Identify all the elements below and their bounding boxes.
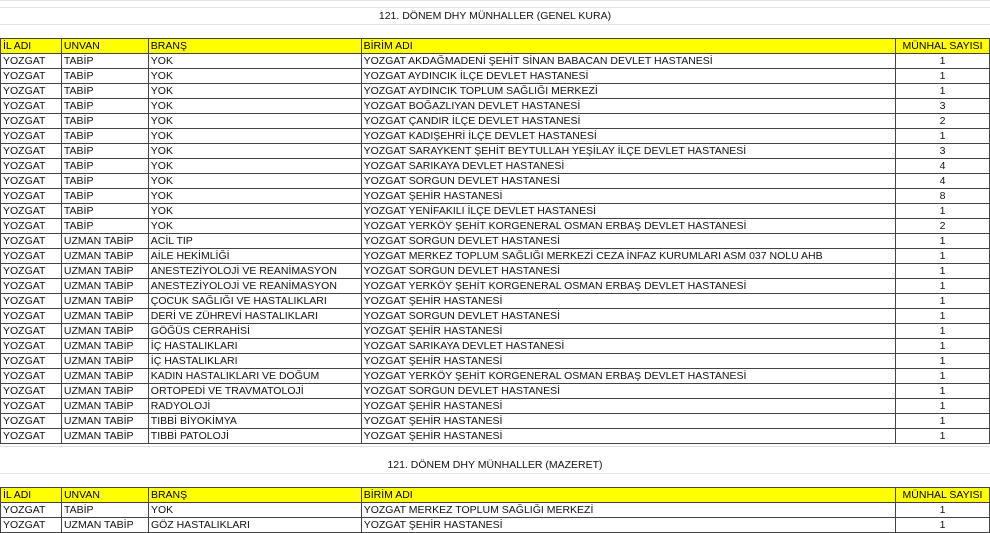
cell-birim-adi[interactable]: YOZGAT ŞEHİR HASTANESİ [361, 294, 895, 309]
table-row [1, 159, 990, 174]
table-mazeret [0, 487, 990, 533]
cell-munhal-sayisi[interactable]: 1 [896, 204, 990, 219]
cell-il-adi[interactable]: YOZGAT [1, 503, 62, 518]
cell-birim-adi[interactable]: YOZGAT SORGUN DEVLET HASTANESİ [361, 309, 895, 324]
cell-il-adi[interactable]: YOZGAT [1, 399, 62, 414]
cell-il-adi[interactable]: YOZGAT [1, 279, 62, 294]
header-unvan[interactable]: UNVAN [61, 39, 148, 54]
cell-birim-adi[interactable]: YOZGAT MERKEZ TOPLUM SAĞLIĞI MERKEZİ CEZA İNFAZ KURUMLARI ASM 037 NOLU AHB [361, 249, 895, 264]
cell-munhal-sayisi[interactable]: 2 [896, 114, 990, 129]
cell-birim-adi[interactable]: YOZGAT SARAYKENT ŞEHİT BEYTULLAH YEŞİLAY İLÇE DEVLET HASTANESİ [361, 144, 895, 159]
table-row [1, 294, 990, 309]
cell-il-adi[interactable]: YOZGAT [1, 54, 62, 69]
empty-grid-row [0, 0, 990, 1]
cell-munhal-sayisi[interactable]: 3 [896, 99, 990, 114]
table-row [1, 264, 990, 279]
cell-unvan[interactable]: TABİP [61, 204, 148, 219]
cell-unvan[interactable]: UZMAN TABİP [61, 294, 148, 309]
table-row [1, 309, 990, 324]
cell-il-adi[interactable]: YOZGAT [1, 309, 62, 324]
cell-birim-adi[interactable]: YOZGAT ŞEHİR HASTANESİ [361, 399, 895, 414]
table-row [1, 339, 990, 354]
cell-brans[interactable]: YOK [148, 99, 361, 114]
table-row [1, 249, 990, 264]
cell-unvan[interactable]: UZMAN TABİP [61, 279, 148, 294]
cell-birim-adi[interactable]: YOZGAT ŞEHİR HASTANESİ [361, 429, 895, 444]
cell-birim-adi[interactable]: YOZGAT ŞEHİR HASTANESİ [361, 324, 895, 339]
table-row [1, 518, 990, 533]
cell-unvan[interactable]: UZMAN TABİP [61, 399, 148, 414]
cell-unvan[interactable]: TABİP [61, 159, 148, 174]
cell-munhal-sayisi[interactable]: 1 [896, 384, 990, 399]
table-row [1, 324, 990, 339]
cell-brans[interactable]: ÇOCUK SAĞLIĞI VE HASTALIKLARI [148, 294, 361, 309]
cell-munhal-sayisi[interactable]: 1 [896, 129, 990, 144]
cell-birim-adi[interactable]: YOZGAT YERKÖY ŞEHİT KORGENERAL OSMAN ERBAŞ DEVLET HASTANESİ [361, 369, 895, 384]
cell-munhal-sayisi[interactable]: 3 [896, 144, 990, 159]
cell-il-adi[interactable]: YOZGAT [1, 204, 62, 219]
cell-birim-adi[interactable]: YOZGAT SORGUN DEVLET HASTANESİ [361, 174, 895, 189]
table-row [1, 114, 990, 129]
cell-birim-adi[interactable]: YOZGAT ÇANDIR İLÇE DEVLET HASTANESİ [361, 114, 895, 129]
cell-il-adi[interactable]: YOZGAT [1, 414, 62, 429]
table-row [1, 384, 990, 399]
cell-birim-adi[interactable]: YOZGAT KADIŞEHRİ İLÇE DEVLET HASTANESİ [361, 129, 895, 144]
cell-munhal-sayisi[interactable]: 1 [896, 354, 990, 369]
cell-unvan[interactable]: UZMAN TABİP [61, 429, 148, 444]
cell-il-adi[interactable]: YOZGAT [1, 69, 62, 84]
cell-munhal-sayisi[interactable]: 1 [896, 84, 990, 99]
cell-il-adi[interactable]: YOZGAT [1, 234, 62, 249]
cell-brans[interactable]: ANESTEZİYOLOJİ VE REANİMASYON [148, 279, 361, 294]
empty-grid-row [0, 24, 990, 25]
cell-brans[interactable]: TIBBİ PATOLOJİ [148, 429, 361, 444]
cell-brans[interactable]: AİLE HEKİMLİĞİ [148, 249, 361, 264]
cell-brans[interactable]: DERİ VE ZÜHREVİ HASTALIKLARI [148, 309, 361, 324]
cell-birim-adi[interactable]: YOZGAT SORGUN DEVLET HASTANESİ [361, 234, 895, 249]
cell-unvan[interactable]: TABİP [61, 174, 148, 189]
cell-il-adi[interactable]: YOZGAT [1, 84, 62, 99]
cell-brans[interactable]: YOK [148, 219, 361, 234]
cell-il-adi[interactable]: YOZGAT [1, 114, 62, 129]
cell-unvan[interactable]: UZMAN TABİP [61, 324, 148, 339]
cell-il-adi[interactable]: YOZGAT [1, 384, 62, 399]
table-row [1, 174, 990, 189]
cell-birim-adi[interactable]: YOZGAT ŞEHİR HASTANESİ [361, 189, 895, 204]
header-brans[interactable]: BRANŞ [148, 39, 361, 54]
cell-unvan[interactable]: UZMAN TABİP [61, 414, 148, 429]
cell-unvan[interactable]: TABİP [61, 129, 148, 144]
cell-munhal-sayisi[interactable]: 1 [896, 518, 990, 533]
cell-unvan[interactable]: TABİP [61, 54, 148, 69]
cell-birim-adi[interactable]: YOZGAT BOĞAZLIYAN DEVLET HASTANESİ [361, 99, 895, 114]
cell-brans[interactable]: ORTOPEDİ VE TRAVMATOLOJİ [148, 384, 361, 399]
table-row [1, 369, 990, 384]
cell-birim-adi[interactable]: YOZGAT AKDAĞMADENİ ŞEHİT SİNAN BABACAN DEVLET HASTANESİ [361, 54, 895, 69]
cell-munhal-sayisi[interactable]: 1 [896, 234, 990, 249]
cell-il-adi[interactable]: YOZGAT [1, 144, 62, 159]
table-row [1, 69, 990, 84]
cell-unvan[interactable]: TABİP [61, 99, 148, 114]
table-row [1, 99, 990, 114]
cell-birim-adi[interactable]: YOZGAT MERKEZ TOPLUM SAĞLIĞI MERKEZİ [361, 503, 895, 518]
cell-unvan[interactable]: UZMAN TABİP [61, 384, 148, 399]
cell-brans[interactable]: İÇ HASTALIKLARI [148, 339, 361, 354]
cell-brans[interactable]: YOK [148, 159, 361, 174]
table-row [1, 144, 990, 159]
cell-il-adi[interactable]: YOZGAT [1, 264, 62, 279]
cell-brans[interactable]: YOK [148, 204, 361, 219]
cell-munhal-sayisi[interactable]: 1 [896, 503, 990, 518]
table-row [1, 219, 990, 234]
cell-munhal-sayisi[interactable]: 1 [896, 69, 990, 84]
cell-brans[interactable]: GÖĞÜS CERRAHİSİ [148, 324, 361, 339]
header-munhal-sayisi[interactable]: MÜNHAL SAYISI [896, 488, 990, 503]
cell-brans[interactable]: YOK [148, 189, 361, 204]
header-munhal-sayisi[interactable]: MÜNHAL SAYISI [896, 39, 990, 54]
cell-unvan[interactable]: UZMAN TABİP [61, 518, 148, 533]
cell-unvan[interactable]: UZMAN TABİP [61, 264, 148, 279]
cell-brans[interactable]: YOK [148, 144, 361, 159]
cell-birim-adi[interactable]: YOZGAT ŞEHİR HASTANESİ [361, 354, 895, 369]
section-title-genel-kura: 121. DÖNEM DHY MÜNHALLER (GENEL KURA) [378, 10, 612, 22]
cell-il-adi[interactable]: YOZGAT [1, 159, 62, 174]
table-row [1, 399, 990, 414]
header-brans[interactable]: BRANŞ [148, 488, 361, 503]
cell-brans[interactable]: RADYOLOJİ [148, 399, 361, 414]
cell-il-adi[interactable]: YOZGAT [1, 339, 62, 354]
cell-munhal-sayisi[interactable]: 1 [896, 369, 990, 384]
table-row [1, 189, 990, 204]
cell-munhal-sayisi[interactable]: 1 [896, 414, 990, 429]
empty-grid-row [0, 473, 990, 474]
cell-birim-adi[interactable]: YOZGAT YERKÖY ŞEHİT KORGENERAL OSMAN ERBAŞ DEVLET HASTANESİ [361, 219, 895, 234]
cell-brans[interactable]: YOK [148, 69, 361, 84]
cell-il-adi[interactable]: YOZGAT [1, 219, 62, 234]
header-row [1, 39, 990, 54]
cell-unvan[interactable]: TABİP [61, 144, 148, 159]
cell-birim-adi[interactable]: YOZGAT ŞEHİR HASTANESİ [361, 414, 895, 429]
cell-munhal-sayisi[interactable]: 1 [896, 339, 990, 354]
cell-munhal-sayisi[interactable]: 2 [896, 219, 990, 234]
cell-munhal-sayisi[interactable]: 1 [896, 399, 990, 414]
header-il-adi[interactable]: İL ADI [1, 488, 62, 503]
cell-birim-adi[interactable]: YOZGAT AYDINCIK TOPLUM SAĞLIĞI MERKEZİ [361, 84, 895, 99]
cell-il-adi[interactable]: YOZGAT [1, 174, 62, 189]
cell-unvan[interactable]: TABİP [61, 69, 148, 84]
cell-birim-adi[interactable]: YOZGAT AYDINCIK İLÇE DEVLET HASTANESİ [361, 69, 895, 84]
cell-il-adi[interactable]: YOZGAT [1, 429, 62, 444]
cell-munhal-sayisi[interactable]: 1 [896, 429, 990, 444]
section-title-mazeret: 121. DÖNEM DHY MÜNHALLER (MAZERET) [387, 459, 603, 471]
cell-munhal-sayisi[interactable]: 1 [896, 309, 990, 324]
cell-munhal-sayisi[interactable]: 1 [896, 294, 990, 309]
table-row [1, 234, 990, 249]
table-row [1, 354, 990, 369]
cell-unvan[interactable]: TABİP [61, 84, 148, 99]
table-row [1, 204, 990, 219]
header-unvan[interactable]: UNVAN [61, 488, 148, 503]
table-row [1, 414, 990, 429]
cell-il-adi[interactable]: YOZGAT [1, 249, 62, 264]
cell-il-adi[interactable]: YOZGAT [1, 369, 62, 384]
cell-unvan[interactable]: UZMAN TABİP [61, 234, 148, 249]
table-row [1, 503, 990, 518]
table-genel-kura [0, 38, 990, 444]
cell-il-adi[interactable]: YOZGAT [1, 99, 62, 114]
cell-munhal-sayisi[interactable]: 4 [896, 174, 990, 189]
cell-brans[interactable]: KADIN HASTALIKLARI VE DOĞUM [148, 369, 361, 384]
header-birim-adi[interactable]: BİRİM ADI [361, 488, 895, 503]
cell-birim-adi[interactable]: YOZGAT SORGUN DEVLET HASTANESİ [361, 264, 895, 279]
cell-birim-adi[interactable]: YOZGAT SARIKAYA DEVLET HASTANESİ [361, 159, 895, 174]
cell-munhal-sayisi[interactable]: 1 [896, 324, 990, 339]
cell-munhal-sayisi[interactable]: 1 [896, 264, 990, 279]
table-row [1, 129, 990, 144]
empty-grid-row [0, 446, 990, 447]
cell-unvan[interactable]: TABİP [61, 219, 148, 234]
table-row [1, 429, 990, 444]
cell-unvan[interactable]: TABİP [61, 114, 148, 129]
header-il-adi[interactable]: İL ADI [1, 39, 62, 54]
cell-unvan[interactable]: UZMAN TABİP [61, 339, 148, 354]
cell-il-adi[interactable]: YOZGAT [1, 518, 62, 533]
table-row [1, 84, 990, 99]
table-row [1, 54, 990, 69]
cell-il-adi[interactable]: YOZGAT [1, 324, 62, 339]
cell-munhal-sayisi[interactable]: 1 [896, 279, 990, 294]
cell-unvan[interactable]: TABİP [61, 503, 148, 518]
cell-brans[interactable]: TIBBİ BİYOKİMYA [148, 414, 361, 429]
cell-unvan[interactable]: UZMAN TABİP [61, 309, 148, 324]
cell-unvan[interactable]: UZMAN TABİP [61, 369, 148, 384]
cell-munhal-sayisi[interactable]: 1 [896, 249, 990, 264]
cell-brans[interactable]: YOK [148, 54, 361, 69]
cell-il-adi[interactable]: YOZGAT [1, 129, 62, 144]
cell-brans[interactable]: GÖZ HASTALIKLARI [148, 518, 361, 533]
cell-brans[interactable]: YOK [148, 84, 361, 99]
header-row [1, 488, 990, 503]
cell-brans[interactable]: YOK [148, 174, 361, 189]
cell-unvan[interactable]: TABİP [61, 189, 148, 204]
cell-il-adi[interactable]: YOZGAT [1, 294, 62, 309]
table-row [1, 279, 990, 294]
cell-unvan[interactable]: UZMAN TABİP [61, 354, 148, 369]
cell-unvan[interactable]: UZMAN TABİP [61, 249, 148, 264]
cell-birim-adi[interactable]: YOZGAT YERKÖY ŞEHİT KORGENERAL OSMAN ERBAŞ DEVLET HASTANESİ [361, 279, 895, 294]
cell-brans[interactable]: ACİL TIP [148, 234, 361, 249]
cell-birim-adi[interactable]: YOZGAT YENİFAKILI İLÇE DEVLET HASTANESİ [361, 204, 895, 219]
cell-brans[interactable]: YOK [148, 114, 361, 129]
cell-birim-adi[interactable]: YOZGAT SARIKAYA DEVLET HASTANESİ [361, 339, 895, 354]
cell-munhal-sayisi[interactable]: 4 [896, 159, 990, 174]
cell-birim-adi[interactable]: YOZGAT ŞEHİR HASTANESİ [361, 518, 895, 533]
cell-brans[interactable]: ANESTEZİYOLOJİ VE REANİMASYON [148, 264, 361, 279]
cell-brans[interactable]: YOK [148, 503, 361, 518]
header-birim-adi[interactable]: BİRİM ADI [361, 39, 895, 54]
cell-munhal-sayisi[interactable]: 8 [896, 189, 990, 204]
cell-il-adi[interactable]: YOZGAT [1, 189, 62, 204]
cell-munhal-sayisi[interactable]: 1 [896, 54, 990, 69]
cell-birim-adi[interactable]: YOZGAT SORGUN DEVLET HASTANESİ [361, 384, 895, 399]
cell-brans[interactable]: YOK [148, 129, 361, 144]
cell-brans[interactable]: İÇ HASTALIKLARI [148, 354, 361, 369]
cell-il-adi[interactable]: YOZGAT [1, 354, 62, 369]
